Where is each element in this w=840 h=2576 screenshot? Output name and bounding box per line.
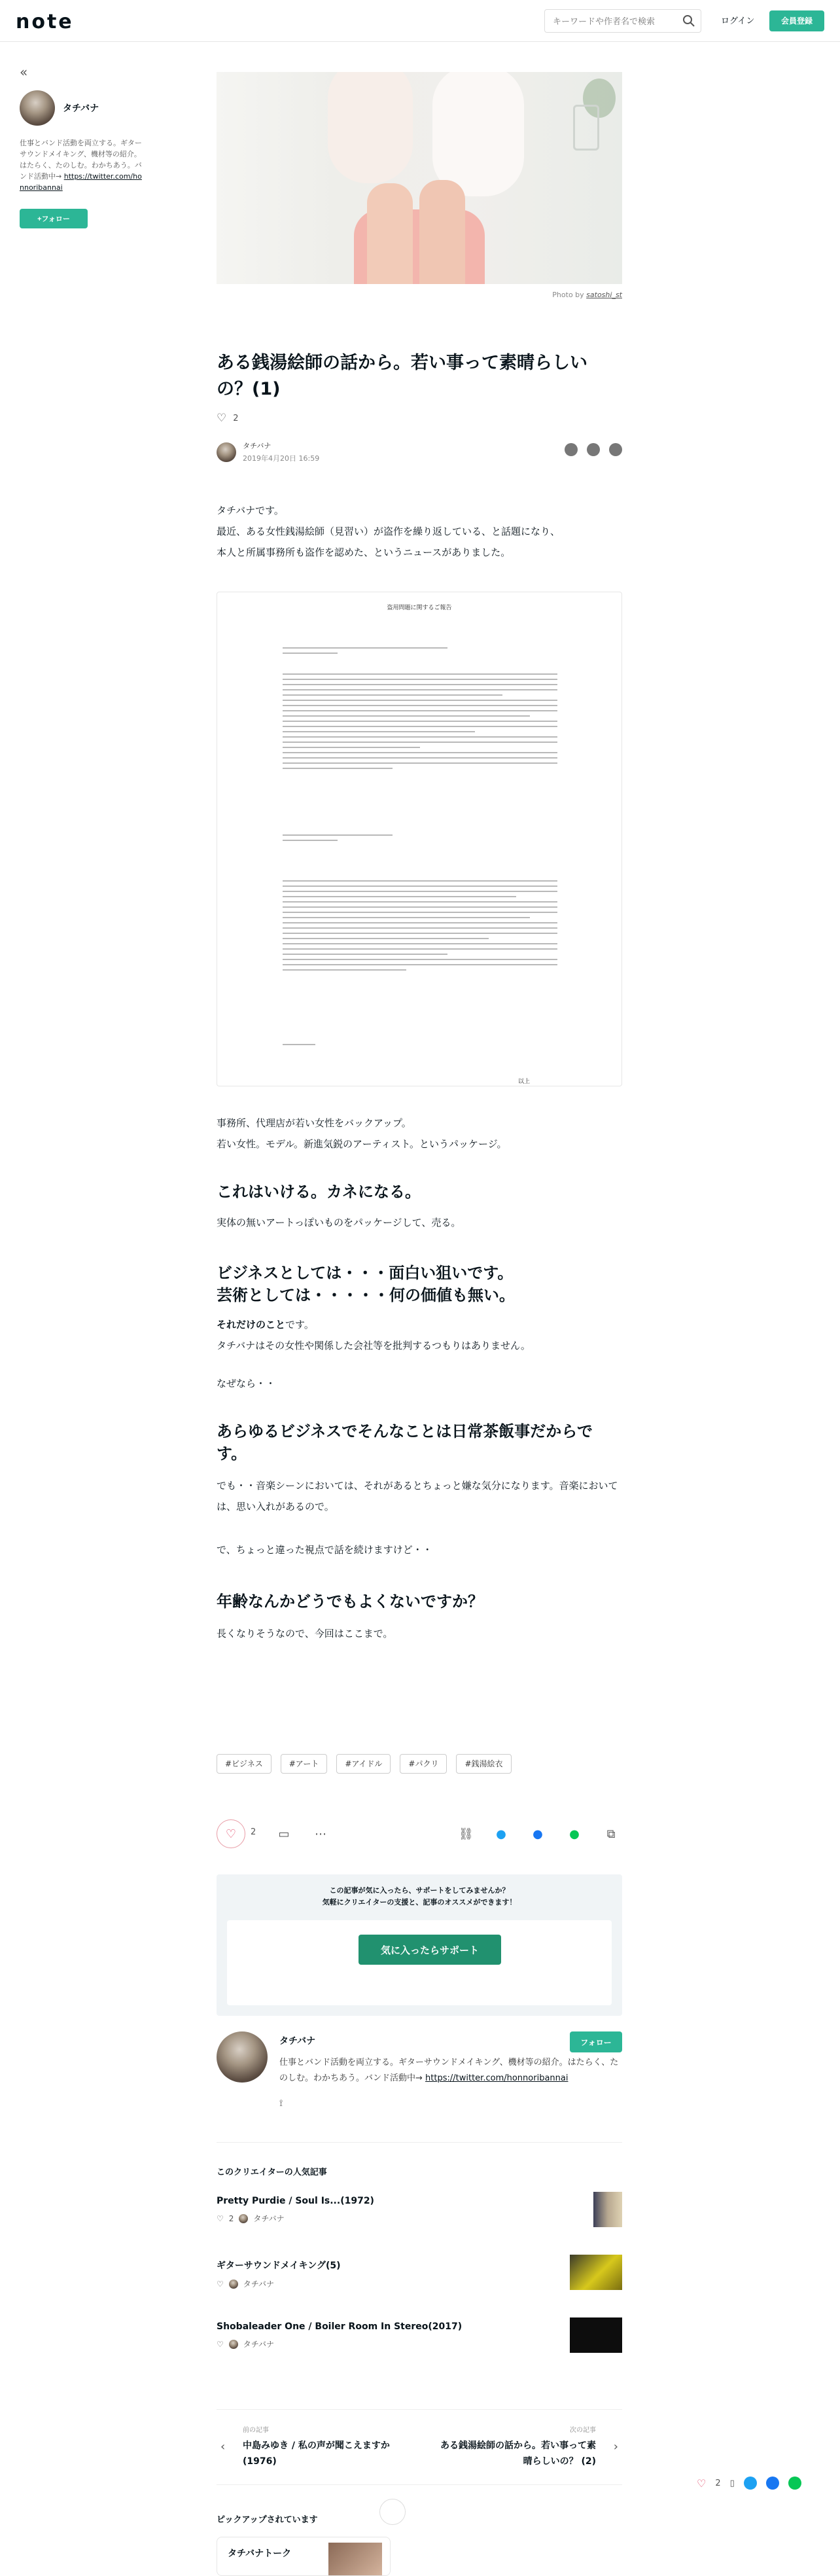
line-icon[interactable]: [788, 2477, 801, 2490]
popular-item-meta: [217, 2278, 622, 2289]
popular-item-meta: [217, 2213, 622, 2224]
prev-title[interactable]: 中島みゆき / 私の声が聞こえますか(1976): [243, 2441, 390, 2467]
body-paragraph: 本人と所属事務所も盗作を認めた、というニュースがありました。: [217, 546, 511, 558]
body-paragraph: 長くなりそうなので、今回はここまで。: [217, 1628, 393, 1639]
document-text-block: [283, 834, 557, 845]
like-count: 2: [715, 2478, 721, 2488]
popular-item[interactable]: [217, 2321, 622, 2366]
comment-icon[interactable]: ▭: [278, 1827, 290, 1841]
search-input[interactable]: [544, 9, 701, 33]
article: [217, 72, 622, 2576]
tag[interactable]: #パクリ: [400, 1754, 447, 1774]
sidebar-author-name[interactable]: タチバナ: [63, 103, 99, 114]
author-bio-text: 仕事とバンド活動を両立する。ギターサウンドメイキング、機材等の紹介。はたらく、たのしむ。わかちあう。バンド活動中→: [279, 2058, 619, 2083]
signup-button[interactable]: 会員登録: [769, 10, 824, 31]
heading-line: ビジネスとしては・・・面白い狙いです。: [217, 1264, 514, 1282]
article-title: ある銭湯絵師の話から。若い事って素晴らしいの？(1): [217, 353, 587, 399]
heading-line: 芸術としては・・・・・何の価値も無い。: [217, 1286, 515, 1304]
line-icon[interactable]: ●: [569, 1827, 580, 1841]
photo-detail: [432, 72, 524, 196]
sidebar-follow-button[interactable]: +フォロー: [20, 209, 88, 228]
support-button[interactable]: 気に入ったらサポート: [359, 1935, 501, 1965]
heart-icon[interactable]: ♡: [217, 2339, 224, 2349]
sidebar-profile[interactable]: [20, 90, 144, 126]
header: [0, 0, 840, 42]
like-button[interactable]: [217, 1819, 245, 1848]
follow-button[interactable]: フォロー: [570, 2031, 622, 2052]
action-bar: [217, 1819, 622, 1852]
support-text: この記事が気に入ったら、サポートをしてみませんか？: [329, 1886, 510, 1895]
avatar[interactable]: [20, 90, 55, 126]
document-text-block: [283, 647, 557, 658]
pickup-card-thumbnail[interactable]: [328, 2543, 382, 2576]
popular-item-title[interactable]: ギターサウンドメイキング(5): [217, 2261, 341, 2271]
author-twitter-link[interactable]: https://twitter.com/honnoribannai: [425, 2073, 569, 2083]
tag[interactable]: #銭湯絵衣: [456, 1754, 511, 1774]
article-body: [217, 500, 622, 563]
document-text-block: [283, 673, 557, 773]
collapse-sidebar-icon[interactable]: «: [20, 64, 28, 80]
section-heading: 年齢なんかどうでもよくないですか？: [217, 1592, 483, 1611]
article-meta: [217, 440, 622, 463]
popular-item-title[interactable]: Pretty Purdie / Soul Is...(1972): [217, 2196, 374, 2206]
pickup-card[interactable]: [217, 2537, 391, 2576]
title-likes: [217, 412, 622, 425]
twitter-icon[interactable]: [744, 2477, 757, 2490]
line-icon[interactable]: [609, 443, 622, 456]
support-text: 気軽にクリエイターの支援と、記事のオススメができます！: [322, 1898, 517, 1906]
heart-icon[interactable]: ♡: [217, 2279, 224, 2289]
login-button[interactable]: ログイン: [712, 10, 763, 31]
plain-text: です。: [285, 1319, 314, 1331]
heart-icon: ♡: [225, 1827, 237, 1841]
body-paragraph: なぜなら・・: [217, 1378, 276, 1389]
support-box: [217, 1874, 622, 2016]
author-avatar[interactable]: [217, 2031, 268, 2083]
share-buttons: [565, 443, 622, 456]
author-avatar: [239, 2214, 248, 2223]
author-avatar: [229, 2340, 238, 2349]
section-heading: これはいける。カネになる。: [217, 1183, 421, 1201]
next-article[interactable]: [439, 2424, 596, 2469]
document-end-mark: 以上: [517, 1079, 530, 1085]
popular-item-thumbnail[interactable]: [593, 2192, 622, 2227]
popular-item[interactable]: [217, 2196, 622, 2240]
facebook-icon[interactable]: [766, 2477, 779, 2490]
heart-icon[interactable]: ♡: [217, 2213, 224, 2223]
photo-detail: [328, 72, 413, 183]
popular-item-thumbnail[interactable]: [570, 2317, 622, 2353]
photo-credit: [217, 291, 622, 299]
author-bio: [279, 2055, 620, 2086]
body-paragraph: で、ちょっと違った視点で話を続けますけど・・: [217, 1544, 432, 1556]
author-avatar: [229, 2280, 238, 2289]
document-title: 盗用問題に関するご報告: [387, 605, 452, 611]
tag[interactable]: #ビジネス: [217, 1754, 271, 1774]
note-logo[interactable]: note: [16, 10, 74, 33]
tag[interactable]: #アート: [281, 1754, 328, 1774]
author-box: [217, 2031, 622, 2143]
body-paragraph: [217, 1314, 622, 1335]
popular-item-title[interactable]: Shobaleader One / Boiler Room In Stereo(2017): [217, 2321, 463, 2332]
body-paragraph: でも・・音楽シーンにおいては、それがあるとちょっと嫌な気分になります。音楽においては、思い入れがあるので。: [217, 1480, 618, 1512]
popular-item-author: タチバナ: [253, 2214, 285, 2223]
prev-article[interactable]: [243, 2424, 400, 2469]
popular-item-author: タチバナ: [243, 2340, 275, 2349]
next-label: 次の記事: [570, 2427, 596, 2434]
tag[interactable]: #アイドル: [336, 1754, 391, 1774]
body-paragraph: 最近、ある女性銭湯絵師（見習い）が盗作を繰り返している、と話題になり、: [217, 526, 561, 537]
twitter-icon[interactable]: [565, 443, 578, 456]
more-icon[interactable]: ⋯: [315, 1827, 326, 1841]
section-heading: [217, 1262, 622, 1306]
popular-item-thumbnail[interactable]: [570, 2255, 622, 2290]
photo-detail: [573, 105, 599, 151]
prev-label: 前の記事: [243, 2427, 269, 2434]
pickup-card-title[interactable]: タチバナトーク: [228, 2549, 292, 2559]
popular-section-title: このクリエイターの人気記事: [217, 2168, 327, 2177]
body-paragraph: 事務所、代理店が若い女性をバックアップ。: [217, 1117, 411, 1129]
chevron-right-icon[interactable]: ›: [613, 2440, 618, 2454]
body-paragraph: 若い女性。モデル。新進気鋭のアーティスト。というパッケージ。: [217, 1138, 507, 1150]
embed-icon[interactable]: ⧉: [606, 1827, 616, 1841]
body-paragraph: タチバナはその女性や関係した会社等を批判するつもりはありません。: [217, 1340, 531, 1351]
twitter-icon[interactable]: ●: [496, 1827, 506, 1841]
author-name[interactable]: タチバナ: [279, 2036, 316, 2047]
author-name[interactable]: タチバナ: [243, 442, 271, 450]
support-inner: [227, 1920, 612, 2005]
header-photo: [217, 72, 622, 284]
carousel-next-button[interactable]: [379, 2499, 406, 2525]
publish-date: 2019年4月20日 16:59: [243, 454, 320, 463]
like-count: 2: [233, 413, 239, 423]
next-title[interactable]: ある銭湯絵師の話から。若い事って素晴らしいの？ (2): [440, 2441, 596, 2467]
article-body: [217, 1113, 622, 1154]
sidebar-bio-text: 仕事とバンド活動を両立する。ギターサウンドメイキング、機材等の紹介。はたらく、たのしむ。わかちあう。バンド活動中→: [20, 139, 142, 181]
popular-item-meta: [217, 2338, 622, 2350]
sidebar: [20, 65, 144, 228]
bold-text: それだけのこと: [217, 1319, 286, 1331]
author-avatar[interactable]: [217, 442, 236, 462]
heart-icon[interactable]: ♡: [697, 2477, 707, 2490]
facebook-icon[interactable]: ●: [533, 1827, 543, 1841]
photo-detail: [419, 180, 465, 284]
facebook-icon[interactable]: [587, 443, 600, 456]
popular-item[interactable]: [217, 2259, 622, 2303]
like-count: 2: [228, 2213, 234, 2223]
magazine-icon[interactable]: ▯: [729, 2478, 735, 2488]
like-count: 2: [251, 1827, 256, 1837]
sidebar-bio: [20, 137, 144, 193]
article-navigation: [217, 2409, 622, 2485]
photo-detail: [367, 183, 413, 284]
body-paragraph: 実体の無いアートっぽいものをパッケージして、売る。: [217, 1217, 461, 1228]
body-paragraph: タチバナです。: [217, 505, 284, 516]
tag-list: [217, 1754, 622, 1774]
floating-action-bar: [697, 2477, 801, 2490]
photo-credit-prefix: Photo by: [552, 291, 584, 299]
photo-credit-link[interactable]: satoshi_st: [586, 291, 622, 299]
heart-icon[interactable]: ♡: [217, 412, 227, 425]
pickup-title: ピックアップされています: [217, 2515, 318, 2525]
chevron-left-icon[interactable]: ‹: [220, 2440, 226, 2454]
document-text-block: [283, 1044, 557, 1049]
sidebar-twitter-link[interactable]: https://twitter.com/honnoribannai: [20, 172, 142, 192]
link-icon[interactable]: ⛓: [459, 1827, 474, 1841]
document-text-block: [283, 880, 557, 975]
rss-icon[interactable]: ⟟: [279, 2098, 283, 2109]
document-image: [217, 592, 622, 1086]
section-heading: あらゆるビジネスでそんなことは日常茶飯事だからです。: [217, 1422, 593, 1463]
popular-item-author: タチバナ: [243, 2280, 275, 2289]
search-icon[interactable]: [682, 14, 695, 27]
